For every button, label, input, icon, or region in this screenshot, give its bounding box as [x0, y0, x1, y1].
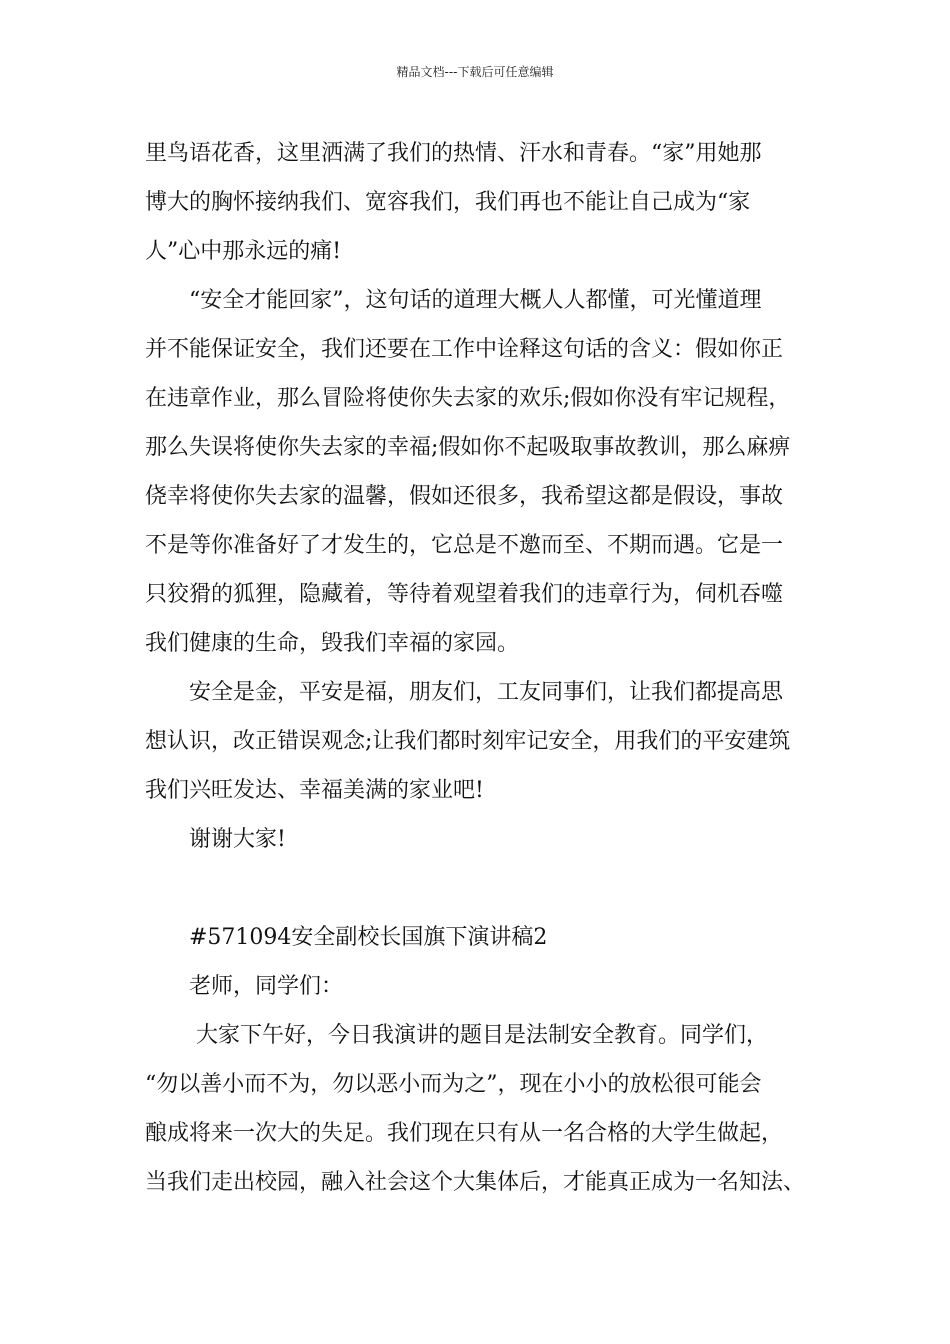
blank-line — [145, 864, 835, 913]
text-line: 不是等你准备好了才发生的，它总是不邀而至、不期而遇。它是一 — [145, 533, 784, 558]
text-line: 那么失误将使你失去家的幸福;假如你不起吸取事故教训，那么麻痹 — [145, 435, 791, 460]
document-body — [145, 129, 835, 1207]
text-line: 并不能保证安全，我们还要在工作中诠释这句话的含义：假如你正 — [145, 337, 784, 362]
paragraph-spacer — [145, 864, 835, 913]
text-line: 酿成将来一次大的失足。我们现在只有从一名合格的大学生做起， — [145, 1121, 784, 1146]
text-line: 侥幸将使你失去家的温馨，假如还很多，我希望这都是假设，事故 — [145, 484, 784, 509]
text-line: 谢谢大家! — [145, 827, 286, 852]
paragraph — [145, 1011, 835, 1207]
text-line: 人”心中那永远的痛! — [145, 239, 342, 264]
text-line: 大家下午好，今日我演讲的题目是法制安全教育。同学们， — [145, 1023, 768, 1048]
text-line: 老师，同学们： — [145, 974, 344, 999]
paragraph — [145, 815, 835, 864]
text-line: 想认识，改正错误观念;让我们都时刻牢记安全，用我们的平安建筑 — [145, 729, 791, 754]
paragraph — [145, 668, 835, 815]
text-line: “安全才能回家”，这句话的道理大概人人都懂，可光懂道理 — [145, 288, 762, 313]
text-line: 只狡猾的狐狸，隐藏着，等待着观望着我们的违章行为，伺机吞噬 — [145, 582, 784, 607]
page-header: 精品文档---下载后可任意编辑 — [396, 65, 554, 79]
text-line: #571094安全副校长国旗下演讲稿2 — [145, 925, 548, 950]
text-line: 安全是金，平安是福，朋友们，工友同事们，让我们都提高思 — [145, 680, 784, 705]
text-line: “勿以善小而不为，勿以恶小而为之”，现在小小的放松很可能会 — [145, 1072, 762, 1097]
text-line: 当我们走出校园，融入社会这个大集体后，才能真正成为一名知法、 — [145, 1170, 806, 1195]
text-line: 里鸟语花香，这里洒满了我们的热情、汗水和青春。“家”用她那 — [145, 141, 762, 166]
paragraph — [145, 962, 835, 1011]
paragraph — [145, 129, 835, 276]
text-line: 在违章作业，那么冒险将使你失去家的欢乐;假如你没有牢记规程， — [145, 386, 791, 411]
text-line: 博大的胸怀接纳我们、宽容我们，我们再也不能让自己成为“家 — [145, 190, 751, 215]
text-line: 我们健康的生命，毁我们幸福的家园。 — [145, 631, 520, 656]
text-line: 我们兴旺发达、幸福美满的家业吧! — [145, 778, 484, 803]
paragraph — [145, 276, 835, 668]
section-title — [145, 913, 835, 962]
